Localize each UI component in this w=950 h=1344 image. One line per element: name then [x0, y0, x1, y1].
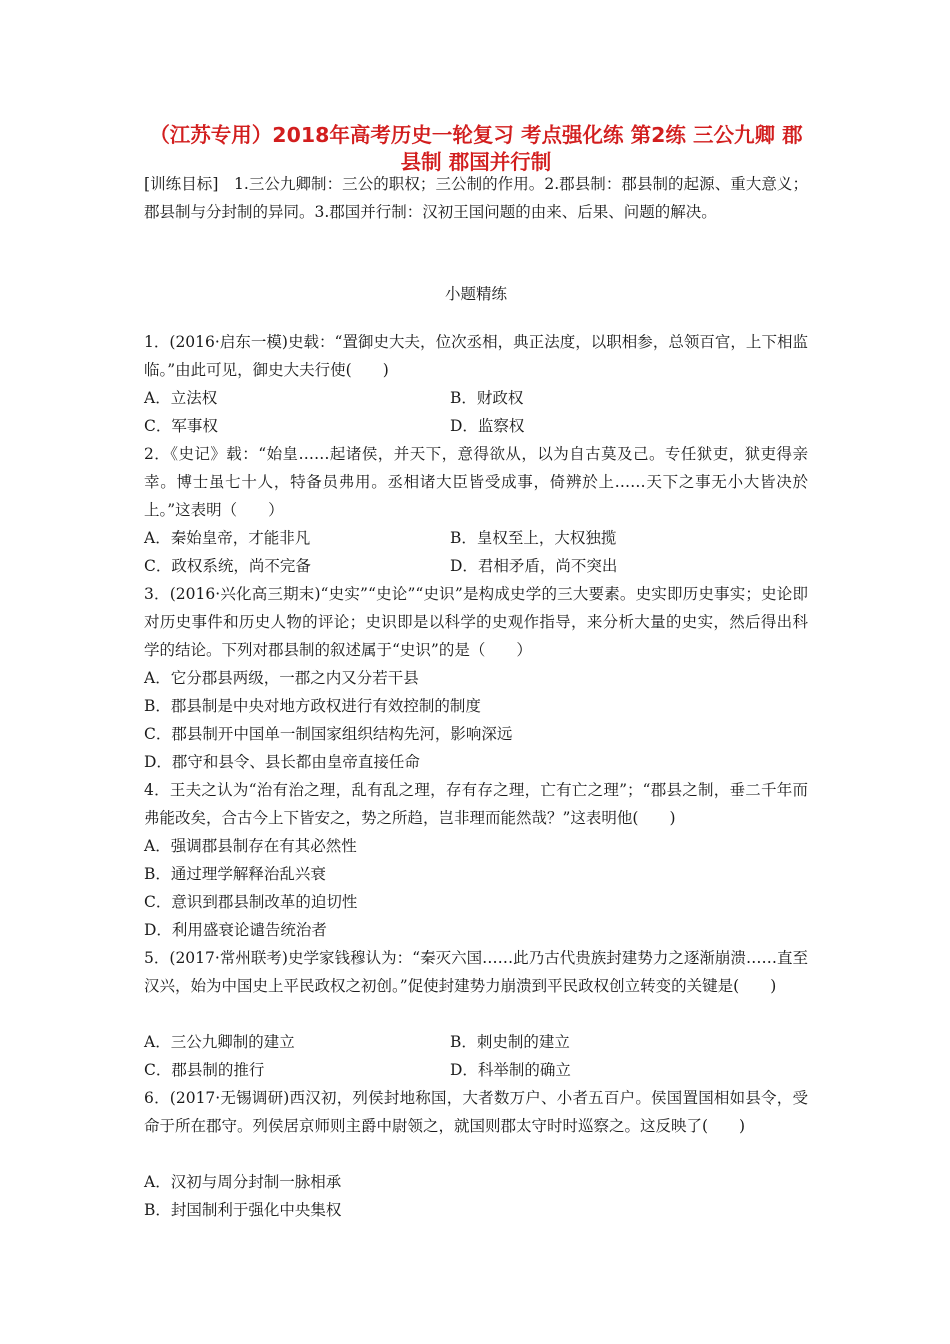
question-4-stem: 4．王夫之认为“治有治之理，乱有乱之理，存有存之理，亡有亡之理”；“郡县之制，垂二千年而弗能改矣，合古今上下皆安之，势之所趋，岂非理而能然哉？”这表明他( ): [144, 781, 808, 827]
section-heading: 小题精练: [444, 285, 507, 303]
question-3-option-d: D．郡守和县令、县长都由皇帝直接任命: [144, 753, 420, 771]
question-1-option-a: A．立法权: [144, 389, 218, 407]
question-3-option-b: B．郡县制是中央对地方政权进行有效控制的制度: [144, 697, 481, 715]
question-5-stem: 5．(2017·常州联考)史学家钱穆认为：“秦灭六国……此乃古代贵族封建势力之逐渐崩溃……直至汉兴，始为中国史上平民政权之初创。”促使封建势力崩溃到平民政权创立转变的关键是( ): [144, 949, 808, 995]
question-1-option-d: D．监察权: [450, 417, 525, 435]
question-5-option-a: A．三公九卿制的建立: [144, 1033, 295, 1051]
question-6-stem: 6．(2017·无锡调研)西汉初，列侯封地称国，大者数万户、小者五百户。侯国置国相如县令，受命于所在郡守。列侯居京师则主爵中尉领之，就国则郡太守时时巡察之。这反映了( ): [144, 1089, 808, 1135]
question-4-option-b: B．通过理学解释治乱兴衰: [144, 865, 326, 883]
question-6-option-b: B．封国制利于强化中央集权: [144, 1201, 342, 1219]
question-2-option-d: D．君相矛盾，尚不突出: [450, 557, 618, 575]
question-4-option-a: A．强调郡县制存在有其必然性: [144, 837, 357, 855]
question-4-option-d: D．利用盛衰论谴告统治者: [144, 921, 327, 939]
question-5-option-d: D．科举制的确立: [450, 1061, 571, 1079]
question-1-stem: 1．(2016·启东一模)史载：“置御史大夫，位次丞相，典正法度，以职相参，总领百官，上下相监临。”由此可见，御史大夫行使( ): [144, 333, 808, 379]
question-5-option-c: C．郡县制的推行: [144, 1061, 265, 1079]
question-2-stem: 2．《史记》载：“始皇……起诸侯，并天下，意得欲从，以为自古莫及己。专任狱吏，狱吏得亲幸。博士虽七十人，特备员弗用。丞相诸大臣皆受成事，倚辨於上……天下之事无小大皆决於上。”这表明（ ）: [144, 445, 808, 519]
document-title: （江苏专用）2018年高考历史一轮复习 考点强化练 第2练 三公九卿 郡县制 郡国并行制: [149, 123, 803, 174]
question-1-option-b: B．财政权: [450, 389, 524, 407]
question-2-option-b: B．皇权至上，大权独揽: [450, 529, 617, 547]
question-6-option-a: A．汉初与周分封制一脉相承: [144, 1173, 342, 1191]
question-3-option-a: A．它分郡县两级，一郡之内又分若干县: [144, 669, 419, 687]
question-3-option-c: C．郡县制开中国单一制国家组织结构先河，影响深远: [144, 725, 513, 743]
question-2-option-a: A．秦始皇帝，才能非凡: [144, 529, 311, 547]
training-objectives: [训练目标] 1.三公九卿制：三公的职权；三公制的作用。2.郡县制：郡县制的起源、重大意义；郡县制与分封制的异同。3.郡国并行制：汉初王国问题的由来、后果、问题的解决。: [144, 175, 808, 221]
question-4-option-c: C．意识到郡县制改革的迫切性: [144, 893, 358, 911]
question-1-option-c: C．军事权: [144, 417, 218, 435]
question-2-option-c: C．政权系统，尚不完备: [144, 557, 311, 575]
question-3-stem: 3．(2016·兴化高三期末)“史实”“史论”“史识”是构成史学的三大要素。史实即历史事实；史论即对历史事件和历史人物的评论；史识即是以科学的史观作指导，来分析大量的史实，然后得出科学的结论。下列对郡县制的叙述属于“史识”的是（ ）: [144, 585, 808, 659]
question-5-option-b: B．刺史制的建立: [450, 1033, 570, 1051]
